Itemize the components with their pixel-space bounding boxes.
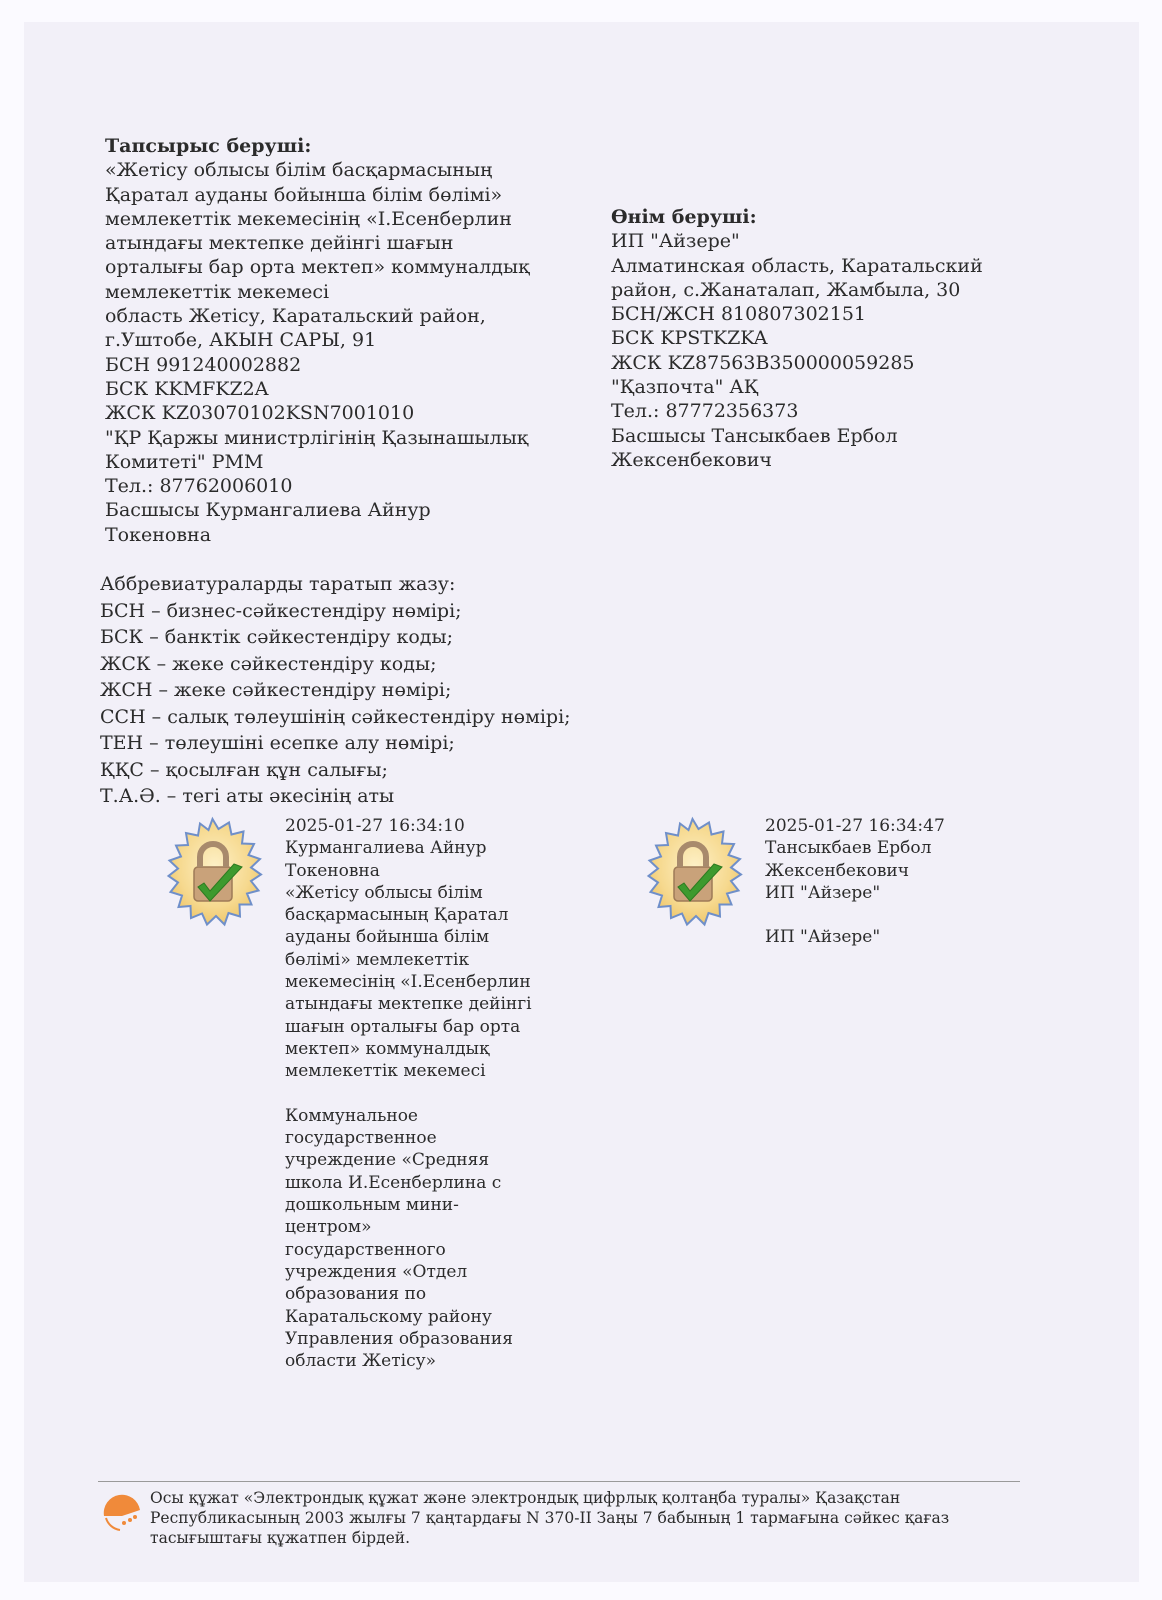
egov-logo-icon	[100, 1490, 146, 1536]
signature-line: образования по	[285, 1284, 427, 1305]
customer-line: БСК KKMFKZ2A	[105, 377, 269, 400]
signature-line: мектеп» коммуналдық	[285, 1038, 490, 1059]
abbreviation-item: ҚҚС – қосылған құн салығы;	[100, 758, 388, 781]
signature-line: Курмангалиева Айнур	[285, 838, 487, 859]
footer-line: Республикасының 2003 жылғы 7 қаңтардағы N 370-II Заңы 7 бабының 1 тармағына сәйкес қағаз	[150, 1509, 950, 1527]
footer-divider	[98, 1481, 1020, 1482]
signature-line: государственного	[285, 1239, 446, 1260]
signature-spacer	[765, 904, 945, 926]
signature-datetime: 2025-01-27 16:34:47	[765, 816, 945, 836]
signature-line: бөлімі» мемлекеттік	[285, 949, 470, 970]
customer-line: атындағы мектепке дейінгі шағын	[105, 232, 454, 255]
supplier-line: ИП "Айзере"	[611, 230, 740, 253]
signature-line: дошкольным мини-	[285, 1195, 459, 1216]
abbreviation-item: ССН – салық төлеушінің сәйкестендіру нөмірі;	[100, 705, 571, 728]
signature-line: области Жетісу»	[285, 1351, 436, 1372]
signature-line: Коммунальное	[285, 1105, 418, 1126]
abbreviations-title: Аббревиатураларды таратып жазу:	[100, 573, 456, 595]
supplier-line: Алматинская область, Каратальский	[611, 254, 983, 277]
customer-line: БСН 991240002882	[105, 353, 302, 376]
signature-info-left	[285, 815, 532, 1372]
supplier-line: "Қазпочта" АҚ	[611, 376, 759, 399]
customer-line: Комитеті" РММ	[105, 450, 264, 473]
signature-line: мемлекеттік мекемесі	[285, 1061, 486, 1082]
footer-line: тасығыштағы құжатпен бірдей.	[150, 1529, 411, 1547]
abbreviations-list	[100, 571, 571, 810]
signature-line: учреждение «Средняя	[285, 1150, 490, 1171]
customer-line: Тел.: 87762006010	[105, 475, 293, 498]
signature-line: басқармасының Қаратал	[285, 905, 509, 926]
supplier-line: Басшысы Тансыкбаев Ербол	[611, 424, 898, 447]
signature-line: мекемесінің «І.Есенберлин	[285, 972, 531, 993]
signature-line: государственное	[285, 1128, 437, 1149]
signature-line: школа И.Есенберлина с	[285, 1172, 502, 1193]
signature-line: Токеновна	[285, 860, 380, 881]
abbreviation-item: ЖСК – жеке сәйкестендіру коды;	[100, 652, 437, 675]
customer-line: орталығы бар орта мектеп» коммуналдық	[105, 256, 530, 279]
abbreviation-item: БСН – бизнес-сәйкестендіру нөмірі;	[100, 599, 462, 622]
abbreviation-item: ТЕН – төлеушіні есепке алу нөмірі;	[100, 732, 455, 754]
signature-spacer	[285, 1083, 532, 1105]
padlock-checkmark-seal-icon	[150, 815, 275, 944]
supplier-line: ЖСК KZ87563B350000059285	[611, 351, 915, 374]
abbreviation-item: БСК – банктік сәйкестендіру коды;	[100, 626, 454, 648]
customer-line: мемлекеттік мекемесі	[105, 280, 330, 303]
signature-line: ИП "Айзере"	[765, 882, 881, 903]
customer-line: ЖСК KZ03070102KSN7001010	[105, 402, 415, 425]
abbreviation-item: ЖСН – жеке сәйкестендіру нөмірі;	[100, 679, 452, 701]
signature-line: шағын орталығы бар орта	[285, 1016, 521, 1037]
signature-line: ауданы бойынша білім	[285, 927, 490, 948]
signature-line: учреждения «Отдел	[285, 1261, 468, 1282]
customer-line: "ҚР Қаржы министрлігінің Қазынашылық	[105, 426, 529, 449]
supplier-line: БСК KPSTKZKA	[611, 327, 768, 350]
supplier-line: Тел.: 87772356373	[611, 400, 799, 423]
supplier-details	[611, 205, 983, 472]
customer-line: Қаратал ауданы бойынша білім бөлімі»	[105, 183, 503, 206]
customer-line: «Жетісу облысы білім басқармасының	[105, 159, 493, 182]
footer-line: Осы құжат «Электрондық құжат және электрондық цифрлық қолтаңба туралы» Қазақстан	[150, 1489, 901, 1507]
signature-line: «Жетісу облысы білім	[285, 882, 483, 903]
customer-details	[105, 134, 530, 547]
padlock-checkmark-seal-icon	[630, 815, 755, 944]
signature-line: атындағы мектепке дейінгі	[285, 994, 532, 1015]
signature-line: Тансыкбаев Ербол	[765, 838, 932, 859]
signature-line: Управления образования	[285, 1328, 513, 1349]
supplier-heading: Өнім беруші:	[611, 206, 757, 228]
signature-line: Жексенбекович	[765, 860, 909, 881]
customer-line: область Жетісу, Каратальский район,	[105, 305, 486, 328]
supplier-line: Жексенбекович	[611, 448, 772, 471]
supplier-line: район, с.Жанаталап, Жамбыла, 30	[611, 278, 961, 301]
abbreviation-item: Т.А.Ә. – тегі аты әкесінің аты	[100, 785, 395, 807]
customer-line: г.Уштобе, АКЫН САРЫ, 91	[105, 329, 377, 352]
signature-line: Каратальскому району	[285, 1306, 492, 1327]
supplier-line: БСН/ЖСН 810807302151	[611, 303, 867, 326]
customer-line: Токеновна	[105, 523, 212, 546]
customer-line: Басшысы Курмангалиева Айнур	[105, 499, 431, 522]
footer-legal-note	[150, 1488, 949, 1548]
signature-line: центром»	[285, 1217, 372, 1238]
signature-line: ИП "Айзере"	[765, 927, 881, 948]
customer-heading: Тапсырыс беруші:	[105, 135, 312, 157]
signature-datetime: 2025-01-27 16:34:10	[285, 816, 465, 836]
signature-info-right	[765, 815, 945, 949]
customer-line: мемлекеттік мекемесінің «І.Есенберлин	[105, 207, 512, 230]
